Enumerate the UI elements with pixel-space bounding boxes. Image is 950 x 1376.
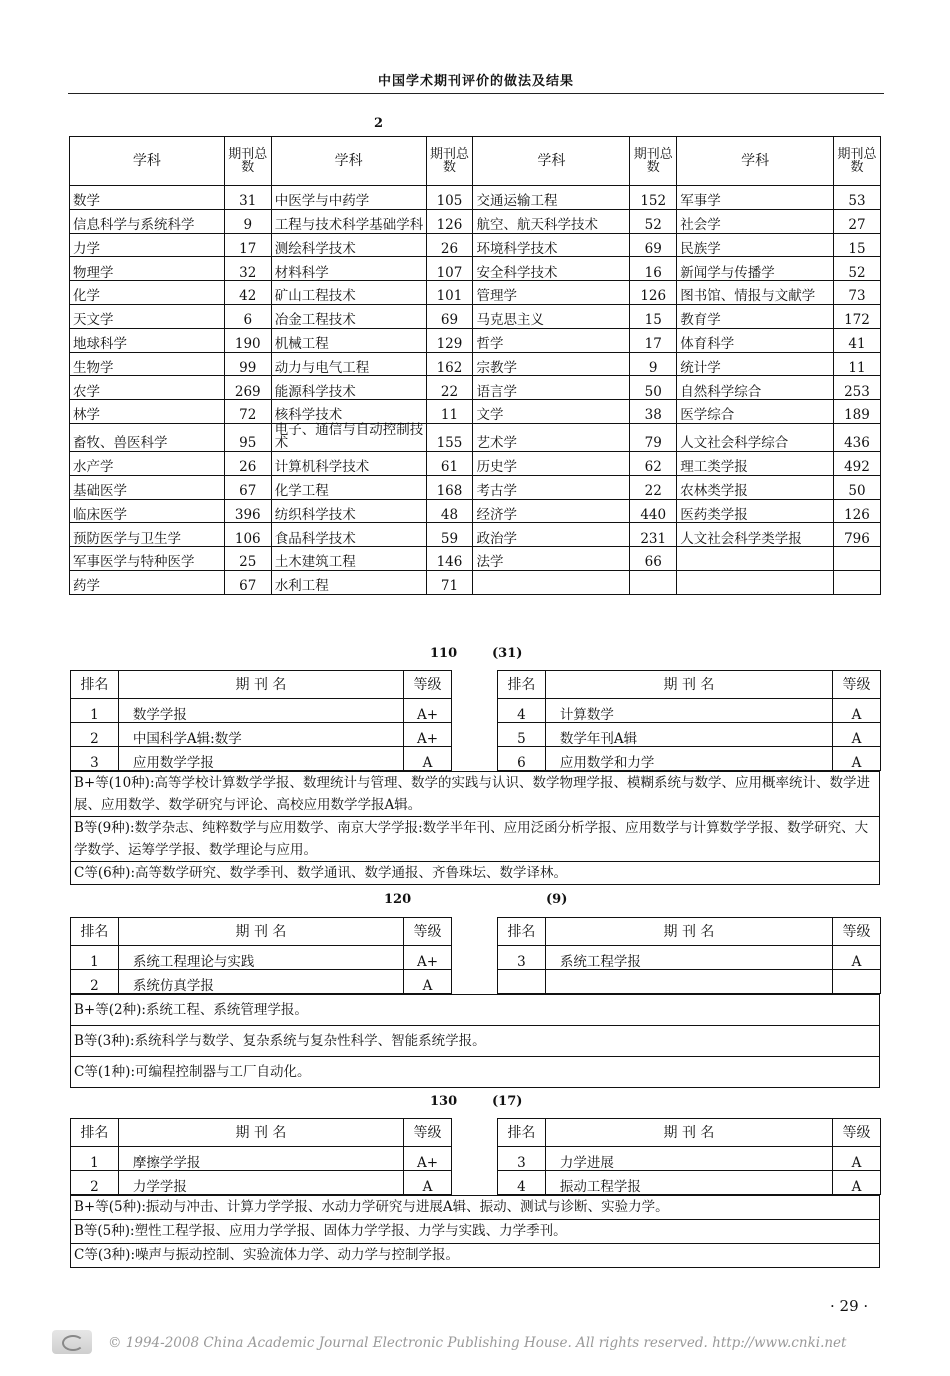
table-row (70, 475, 881, 499)
count-cell: 17 (224, 233, 271, 257)
grade-cell: A+ (404, 946, 452, 970)
grade-header: 等级 (833, 1119, 881, 1147)
count-cell: 269 (224, 376, 271, 400)
count-cell: 15 (630, 304, 677, 328)
count-cell: 105 (426, 186, 473, 210)
rank-cell: 3 (71, 747, 119, 771)
subject-cell: 农学 (70, 376, 225, 400)
subject-cell: 化学 (70, 281, 225, 305)
count-cell: 22 (630, 475, 677, 499)
count-cell: 396 (224, 499, 271, 523)
count-cell: 492 (833, 451, 880, 475)
grade-list-line: B+等(5种):振动与冲击、计算力学学报、水动力学研究与进展A辑、振动、测试与诊断、实验力学。 (71, 1196, 879, 1220)
grade-list-line: C等(1种):可编程控制器与工厂自动化。 (74, 1064, 311, 1080)
count-cell: 67 (224, 570, 271, 594)
subject-cell: 交通运输工程 (473, 186, 630, 210)
subject-cell: 社会学 (677, 209, 834, 233)
subject-cell: 医学综合 (677, 400, 834, 424)
count-cell: 67 (224, 475, 271, 499)
table-row (70, 499, 881, 523)
subject-cell: 考古学 (473, 475, 630, 499)
grade-cell: A (404, 970, 452, 994)
count-cell: 107 (426, 257, 473, 281)
journal-name-cell: 应用数学学报 (118, 747, 403, 771)
subject-cell: 教育学 (677, 304, 834, 328)
grade-summary-box (70, 771, 880, 885)
rank-cell: 4 (498, 699, 546, 723)
subject-cell: 体育科学 (677, 328, 834, 352)
ranking-table-left (70, 917, 452, 994)
subject-cell: 政治学 (473, 523, 630, 547)
grade-cell: A+ (404, 699, 452, 723)
count-cell: 172 (833, 304, 880, 328)
grade-cell: A (833, 747, 881, 771)
count-cell: 26 (426, 233, 473, 257)
rank-cell: 3 (498, 946, 546, 970)
subject-cell: 新闻学与传播学 (677, 257, 834, 281)
count-cell: 129 (426, 328, 473, 352)
table-row (70, 570, 881, 594)
subject-cell: 动力与电气工程 (271, 352, 426, 376)
count-cell: 38 (630, 400, 677, 424)
journal-header: 期 刊 名 (118, 1119, 403, 1147)
table-row (498, 1147, 881, 1171)
subject-cell: 文学 (473, 400, 630, 424)
count-cell: 42 (224, 281, 271, 305)
count-cell: 32 (224, 257, 271, 281)
subject-cell: 水利工程 (271, 570, 426, 594)
table-row (71, 1147, 452, 1171)
rank-cell: 2 (71, 1171, 119, 1195)
ranking-table-right (497, 1118, 881, 1195)
count-cell: 73 (833, 281, 880, 305)
rank-header: 排名 (498, 671, 546, 699)
subject-cell: 林学 (70, 400, 225, 424)
count-cell: 126 (833, 499, 880, 523)
block110-code: 110 (430, 646, 458, 661)
rank-cell: 4 (498, 1171, 546, 1195)
rank-header: 排名 (71, 1119, 119, 1147)
subject-cell: 法学 (473, 547, 630, 571)
grade-cell: A (404, 747, 452, 771)
subject-cell: 中医学与中药学 (271, 186, 426, 210)
subject-cell: 航空、航天科学技术 (473, 209, 630, 233)
subject-cell: 核科学技术 (271, 400, 426, 424)
ranking-header-row (71, 918, 452, 946)
subject-cell: 计算机科学技术 (271, 451, 426, 475)
subject-cell: 管理学 (473, 281, 630, 305)
subject-cell: 地球科学 (70, 328, 225, 352)
subject-cell: 物理学 (70, 257, 225, 281)
subject-cell: 军事医学与特种医学 (70, 547, 225, 571)
count-cell: 162 (426, 352, 473, 376)
ranking-table-right (497, 917, 881, 994)
grade-header: 等级 (404, 918, 452, 946)
table-row (498, 699, 881, 723)
ranking-header-row (498, 918, 881, 946)
rank-cell: 2 (71, 970, 119, 994)
subject-cell: 水产学 (70, 451, 225, 475)
journal-header: 期 刊 名 (545, 918, 832, 946)
subject-cell: 宗教学 (473, 352, 630, 376)
table-row (70, 304, 881, 328)
subject-cell (677, 570, 834, 594)
subject-cell: 历史学 (473, 451, 630, 475)
subject-cell: 力学 (70, 233, 225, 257)
grade-cell: A (404, 1171, 452, 1195)
subject-cell: 人文社会科学综合 (677, 423, 834, 451)
rank-cell: 3 (498, 1147, 546, 1171)
rank-cell (498, 970, 546, 994)
subject-cell: 畜牧、兽医科学 (70, 423, 225, 451)
count-cell: 6 (224, 304, 271, 328)
grade-cell: A (833, 1147, 881, 1171)
table-row (498, 1171, 881, 1195)
col-count: 期刊总数 (833, 137, 880, 186)
grade-list-line: B等(9种):数学杂志、纯粹数学与应用数学、南京大学学报:数学半年刊、应用泛函分析学报、应用数学与计算数学学报、数学研究、大学数学、运筹学学报、数学理论与应用。 (71, 817, 879, 862)
subject-cell: 信息科学与系统科学 (70, 209, 225, 233)
subject-cell: 电子、通信与自动控制技术 (271, 423, 426, 451)
table-row (70, 376, 881, 400)
subject-cell: 材料科学 (271, 257, 426, 281)
subject-cell (677, 547, 834, 571)
count-cell: 106 (224, 523, 271, 547)
col-subject: 学科 (271, 137, 426, 186)
grade-list-line: B+等(2种):系统工程、系统管理学报。 (71, 995, 879, 1026)
count-cell: 48 (426, 499, 473, 523)
journal-name-cell: 振动工程学报 (545, 1171, 832, 1195)
count-cell: 15 (833, 233, 880, 257)
block130-count: (17) (492, 1094, 523, 1109)
count-cell: 126 (426, 209, 473, 233)
ranking-table-left (70, 670, 452, 771)
count-cell: 59 (426, 523, 473, 547)
subject-cell: 食品科学技术 (271, 523, 426, 547)
subject-journal-count-table (69, 136, 881, 595)
table-row (498, 946, 881, 970)
subject-cell: 马克思主义 (473, 304, 630, 328)
journal-name-cell: 摩擦学学报 (118, 1147, 403, 1171)
subject-cell: 理工类学报 (677, 451, 834, 475)
count-cell: 71 (426, 570, 473, 594)
grade-cell: A (833, 723, 881, 747)
count-cell: 72 (224, 400, 271, 424)
count-cell: 66 (630, 547, 677, 571)
subject-cell: 化学工程 (271, 475, 426, 499)
rank-cell: 1 (71, 946, 119, 970)
count-cell: 79 (630, 423, 677, 451)
subject-cell: 自然科学综合 (677, 376, 834, 400)
ranking-header-row (71, 671, 452, 699)
table-row (70, 547, 881, 571)
count-cell: 190 (224, 328, 271, 352)
count-cell: 25 (224, 547, 271, 571)
rank-header: 排名 (71, 671, 119, 699)
subject-cell: 基础医学 (70, 475, 225, 499)
cnki-logo-icon (52, 1330, 92, 1354)
subject-cell: 药学 (70, 570, 225, 594)
subject-cell: 工程与技术科学基础学科 (271, 209, 426, 233)
copyright-footer: © 1994-2008 China Academic Journal Electronic Publishing House. All rights reserved. http://www.cnki.net (108, 1335, 847, 1351)
grade-summary-box (70, 994, 880, 1088)
journal-header: 期 刊 名 (118, 918, 403, 946)
rank-header: 排名 (498, 1119, 546, 1147)
journal-name-cell (545, 970, 832, 994)
journal-name-cell: 中国科学A辑:数学 (118, 723, 403, 747)
count-cell (833, 547, 880, 571)
subject-cell: 统计学 (677, 352, 834, 376)
journal-name-cell: 计算数学 (545, 699, 832, 723)
grade-cell: A+ (404, 1147, 452, 1171)
journal-name-cell: 系统仿真学报 (118, 970, 403, 994)
subject-cell: 数学 (70, 186, 225, 210)
count-cell: 152 (630, 186, 677, 210)
count-cell: 436 (833, 423, 880, 451)
count-cell: 168 (426, 475, 473, 499)
subject-cell: 测绘科学技术 (271, 233, 426, 257)
rank-cell: 6 (498, 747, 546, 771)
grade-header: 等级 (404, 671, 452, 699)
table2-header-row (70, 137, 881, 186)
rank-header: 排名 (71, 918, 119, 946)
page-number: · 29 · (830, 1297, 869, 1315)
journal-name-cell: 力学学报 (118, 1171, 403, 1195)
block130-code: 130 (430, 1094, 458, 1109)
journal-name-cell: 数学年刊A辑 (545, 723, 832, 747)
count-cell: 26 (224, 451, 271, 475)
table-row (70, 328, 881, 352)
grade-list-line: B等(3种):系统科学与数学、复杂系统与复杂性科学、智能系统学报。 (71, 1026, 879, 1057)
table-row (71, 1171, 452, 1195)
header-rule (68, 93, 884, 94)
subject-cell: 艺术学 (473, 423, 630, 451)
subject-cell: 临床医学 (70, 499, 225, 523)
grade-header: 等级 (833, 918, 881, 946)
grade-header: 等级 (833, 671, 881, 699)
grade-list-line: C等(6种):高等数学研究、数学季刊、数学通讯、数学通报、齐鲁珠坛、数学译林。 (74, 865, 567, 881)
subject-cell: 人文社会科学类学报 (677, 523, 834, 547)
subject-cell: 安全科学技术 (473, 257, 630, 281)
block120-count: (9) (546, 892, 568, 907)
table-row (70, 451, 881, 475)
table-row (70, 281, 881, 305)
ranking-header-row (498, 671, 881, 699)
count-cell: 440 (630, 499, 677, 523)
table-row (70, 186, 881, 210)
count-cell: 17 (630, 328, 677, 352)
journal-name-cell: 应用数学和力学 (545, 747, 832, 771)
count-cell: 189 (833, 400, 880, 424)
grade-cell: A (833, 1171, 881, 1195)
subject-cell (473, 570, 630, 594)
subject-cell: 军事学 (677, 186, 834, 210)
ranking-header-row (498, 1119, 881, 1147)
subject-cell: 天文学 (70, 304, 225, 328)
table-row (71, 747, 452, 771)
subject-cell: 医药类学报 (677, 499, 834, 523)
subject-cell: 冶金工程技术 (271, 304, 426, 328)
subject-cell: 生物学 (70, 352, 225, 376)
journal-name-cell: 力学进展 (545, 1147, 832, 1171)
subject-cell: 纺织科学技术 (271, 499, 426, 523)
count-cell: 53 (833, 186, 880, 210)
table-row (70, 523, 881, 547)
rank-cell: 2 (71, 723, 119, 747)
table-row (71, 946, 452, 970)
grade-list-line: B等(5种):塑性工程学报、应用力学学报、固体力学学报、力学与实践、力学季刊。 (71, 1220, 879, 1244)
journal-name-cell: 系统工程理论与实践 (118, 946, 403, 970)
subject-cell: 环境科学技术 (473, 233, 630, 257)
subject-cell: 哲学 (473, 328, 630, 352)
count-cell: 31 (224, 186, 271, 210)
col-subject: 学科 (677, 137, 834, 186)
table2-body (70, 186, 881, 595)
table-row (71, 699, 452, 723)
count-cell: 41 (833, 328, 880, 352)
subject-cell: 矿山工程技术 (271, 281, 426, 305)
table-row (70, 352, 881, 376)
grade-list-line: B+等(10种):高等学校计算数学学报、数理统计与管理、数学的实践与认识、数学物理学报、模糊系统与数学、应用概率统计、数学进展、应用数学、数学研究与评论、高校应用数学学报A辑。 (71, 772, 879, 817)
count-cell: 9 (224, 209, 271, 233)
journal-header: 期 刊 名 (118, 671, 403, 699)
count-cell (833, 570, 880, 594)
ranking-table-left (70, 1118, 452, 1195)
count-cell: 126 (630, 281, 677, 305)
col-count: 期刊总数 (426, 137, 473, 186)
count-cell: 796 (833, 523, 880, 547)
subject-cell: 图书馆、情报与文献学 (677, 281, 834, 305)
col-subject: 学科 (473, 137, 630, 186)
table-row (70, 233, 881, 257)
count-cell: 69 (630, 233, 677, 257)
count-cell: 50 (630, 376, 677, 400)
count-cell: 62 (630, 451, 677, 475)
grade-cell: A (833, 699, 881, 723)
count-cell: 11 (426, 400, 473, 424)
ranking-header-row (71, 1119, 452, 1147)
count-cell: 101 (426, 281, 473, 305)
subject-cell: 民族学 (677, 233, 834, 257)
count-cell: 99 (224, 352, 271, 376)
count-cell: 22 (426, 376, 473, 400)
col-count: 期刊总数 (224, 137, 271, 186)
grade-cell (833, 970, 881, 994)
table-row (71, 970, 452, 994)
grade-list-line: C等(3种):噪声与振动控制、实验流体力学、动力学与控制学报。 (74, 1247, 459, 1263)
grade-header: 等级 (404, 1119, 452, 1147)
count-cell (630, 570, 677, 594)
count-cell: 11 (833, 352, 880, 376)
block120-code: 120 (384, 892, 412, 907)
journal-header: 期 刊 名 (545, 671, 832, 699)
table-row (498, 970, 881, 994)
table-row (71, 723, 452, 747)
rank-header: 排名 (498, 918, 546, 946)
subject-cell: 机械工程 (271, 328, 426, 352)
count-cell: 9 (630, 352, 677, 376)
count-cell: 52 (630, 209, 677, 233)
grade-cell: A (833, 946, 881, 970)
table-row (70, 400, 881, 424)
count-cell: 146 (426, 547, 473, 571)
count-cell: 95 (224, 423, 271, 451)
count-cell: 16 (630, 257, 677, 281)
grade-cell: A+ (404, 723, 452, 747)
count-cell: 61 (426, 451, 473, 475)
count-cell: 69 (426, 304, 473, 328)
col-count: 期刊总数 (630, 137, 677, 186)
journal-header: 期 刊 名 (545, 1119, 832, 1147)
count-cell: 50 (833, 475, 880, 499)
rank-cell: 1 (71, 699, 119, 723)
count-cell: 27 (833, 209, 880, 233)
count-cell: 155 (426, 423, 473, 451)
rank-cell: 1 (71, 1147, 119, 1171)
subject-cell: 经济学 (473, 499, 630, 523)
subject-cell: 语言学 (473, 376, 630, 400)
journal-name-cell: 数学学报 (118, 699, 403, 723)
subject-cell: 农林类学报 (677, 475, 834, 499)
table-row (498, 723, 881, 747)
running-header: 中国学术期刊评价的做法及结果 (377, 74, 574, 89)
count-cell: 231 (630, 523, 677, 547)
table-row (70, 209, 881, 233)
subject-cell: 预防医学与卫生学 (70, 523, 225, 547)
rank-cell: 5 (498, 723, 546, 747)
grade-summary-box (70, 1195, 880, 1268)
col-subject: 学科 (70, 137, 225, 186)
block110-count: (31) (492, 646, 523, 661)
ranking-table-right (497, 670, 881, 771)
table-row (70, 257, 881, 281)
count-cell: 52 (833, 257, 880, 281)
count-cell: 253 (833, 376, 880, 400)
table-row (70, 423, 881, 451)
table-row (498, 747, 881, 771)
table2-caption: 2 (374, 116, 384, 131)
subject-cell: 土木建筑工程 (271, 547, 426, 571)
subject-cell: 能源科学技术 (271, 376, 426, 400)
journal-name-cell: 系统工程学报 (545, 946, 832, 970)
